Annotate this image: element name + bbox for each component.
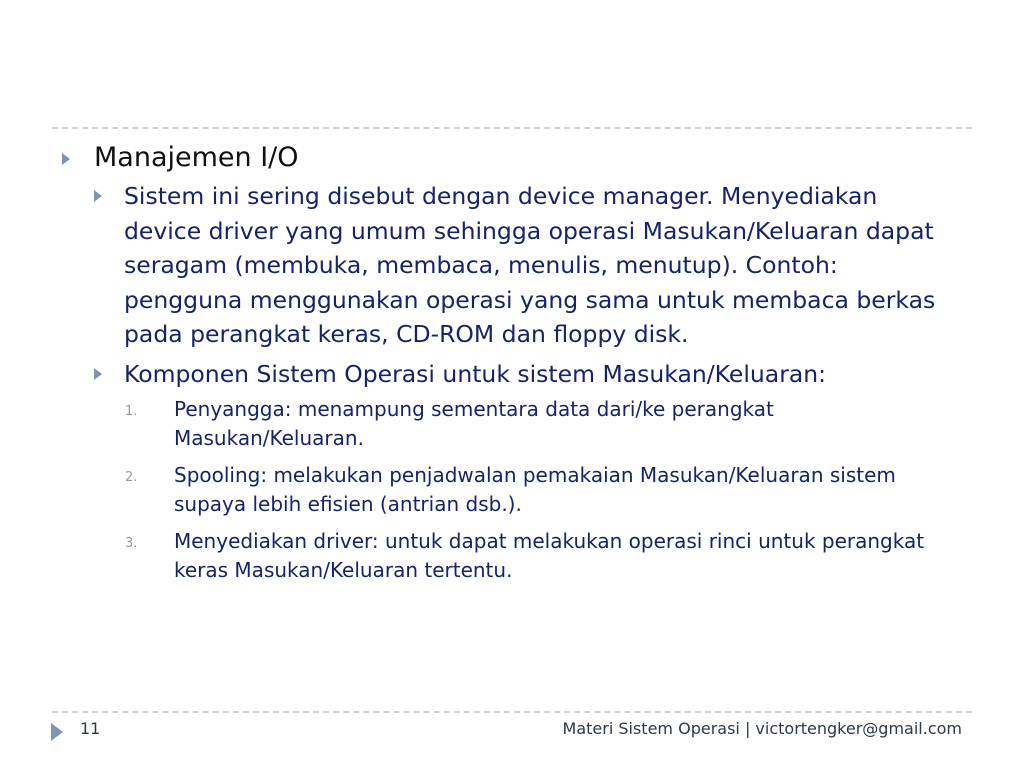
bullet-item <box>60 179 960 352</box>
triangle-bullet-icon <box>94 190 102 202</box>
page-number: 11 <box>80 719 101 738</box>
top-divider <box>52 127 972 129</box>
bullet-text: Sistem ini sering disebut dengan device manager. Menyediakan device driver yang umum sehingga operasi Masukan/Keluaran dapat seragam (membuka, membaca, menulis, menutup). Contoh: pengguna menggunakan operasi yang sama untuk membaca berkas pada perangkat keras, CD-ROM dan floppy disk. <box>124 182 936 348</box>
bottom-divider <box>52 711 972 713</box>
item-text: Penyangga: menampung sementara data dari/ke perangkat Masukan/Keluaran. <box>174 397 774 450</box>
triangle-bullet-icon <box>94 368 102 380</box>
bullet-text: Komponen Sistem Operasi untuk sistem Masukan/Keluaran: <box>124 359 827 388</box>
numbered-item <box>60 527 960 585</box>
numbered-item <box>60 461 960 519</box>
slide-content <box>60 140 960 585</box>
item-number: 1. <box>125 404 138 419</box>
triangle-bullet-icon <box>62 153 70 165</box>
footer-text: Materi Sistem Operasi | victortengker@gmail.com <box>562 719 962 738</box>
item-text: Spooling: melakukan penjadwalan pemakaian Masukan/Keluaran sistem supaya lebih efisien (antrian dsb.). <box>174 463 896 516</box>
heading-bullet <box>60 140 960 176</box>
item-number: 2. <box>125 470 138 485</box>
numbered-item <box>60 395 960 453</box>
item-text: Menyediakan driver: untuk dapat melakukan operasi rinci untuk perangkat keras Masukan/Keluaran tertentu. <box>174 529 925 582</box>
heading-text: Manajemen I/O <box>94 142 299 173</box>
item-number: 3. <box>125 536 138 551</box>
footer-arrow-icon <box>51 723 63 741</box>
bullet-item <box>60 357 960 392</box>
